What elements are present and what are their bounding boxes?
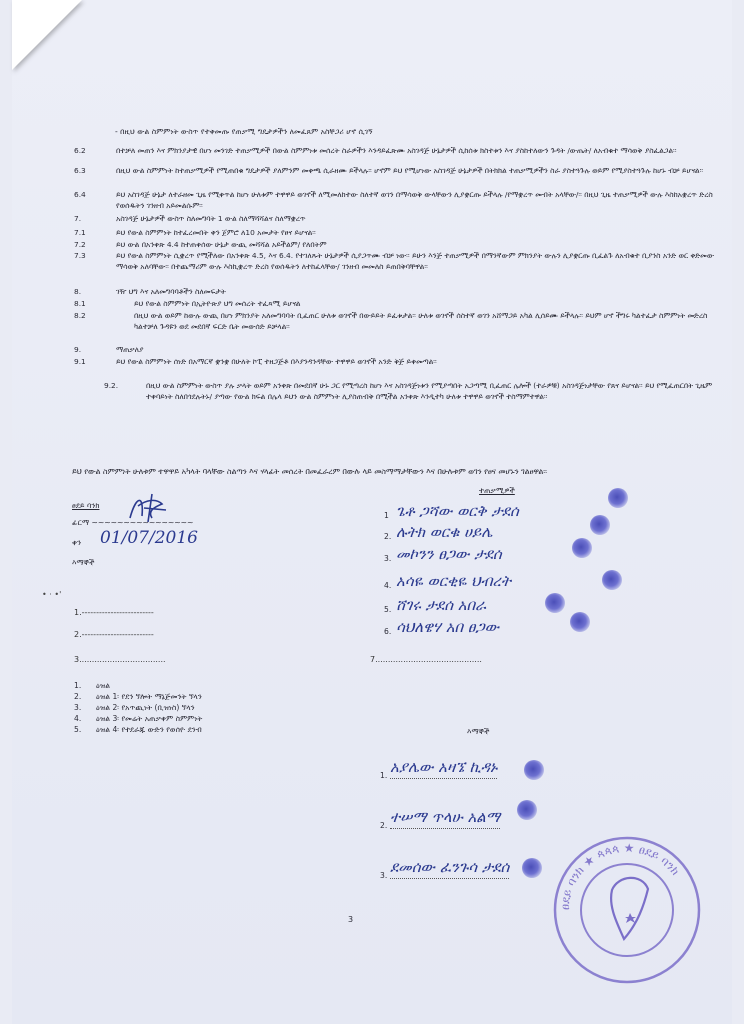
- lower-witness-number: 3.: [380, 871, 388, 880]
- lead-line: - በዚህ ውል ስምምነት ውስጥ የተቀመጡ የጠቃሚ ግዴታዎችን ለመፈጸም አስቸጋሪ ሆኖ ሲገኝ: [115, 127, 373, 136]
- beneficiary-number: 4.: [384, 581, 392, 590]
- attachment-text: ዕዝል 1፡ የደን ኘሎት ማኔጅመንት ኘላን: [96, 692, 202, 701]
- clause-text: ይህ የውል ስምምነት ሲቋረጥ የሚችለው በአንቀጽ 4.5, እና 6.4. የተገለጹት ሁኔታዎች ሲያጋጥሙ ብቻ ነው፡፡ ይሁን እንጅ ተጠቃሚዎች በማንኛውም ምክንያት ውሉን ሊያቋርጡ ቢፈልጉ ለአብቁተ ቢያንስ አንድ ወር ቀድመው ማሳወቅ አለባቸው፡፡ በተጨማሪም ውሉ እስኪቋረጥ ድረስ የወሰዱትን ለተከፈላቸው/ ገንዘብ መመለስ ይጠበቅባቸዋል፡፡: [116, 251, 714, 271]
- clause-text: በዚህ ውል ስምምነት ከተጠቃሚዎች የሚጠበቁ ግዴታዎች ያለምንም መቀጫ ሲራዘሙ ይችላሉ፡፡ ሆኖም ይህ የሚሆነው አስገዳጅ ሁኔታዎች በትክክል ተጠቃሚዎችን ስራ ያስተጓጉሉ ወይም የሚያስተጓጉሉ ከሆኑ ብቻ ይሆናል፡፡: [116, 166, 704, 175]
- signature-label: ፊርማ ~~~~~~~~~~~~~~~~: [72, 518, 194, 527]
- page-number: 3: [348, 915, 354, 924]
- clause-number: 7.3: [74, 251, 86, 260]
- thumbprint: [524, 760, 544, 780]
- thumbprint: [545, 593, 565, 613]
- attachment-text: ዕዝል 4፡ የተደራጁ ውድን የወሰዮ ደንብ: [96, 725, 202, 734]
- beneficiaries-title: ተጠቃሚዎች: [479, 486, 515, 495]
- attachment-item: [74, 680, 202, 691]
- clause-text: ይህ አስገዳጅ ሁኔታ ለተራዘመ ጊዜ የሚቀጥል ከሆነ ሁለቱም ተዋዋይ ወገኖች ለሚመለከተው ስለተኛ ወገን በማሳወቅ ውላቸውን ሊያቋርጡ ይችላሉ /የማቋረጥ መብት አላቸው/፡፡ በዚህ ጊዜ ተጠቃሚዎች ውሉ እስከአቋረጥ ድረስ የወሰዱትን ገንዘብ አይመልሱም፡፡: [116, 190, 713, 210]
- closing-statement: ይህ የውል ስምምነት ሁለቱም ተዋዋይ አካላት ባላቸው ስልጣን እና ሃላፊት መሰረት በመፈራረም በውሉ ላይ መስማማታቸውን እና በሁሉቱም ወገን የፀና መሆኑን ገልፀዋል፡፡: [72, 467, 547, 476]
- date-label: ቀን: [72, 538, 82, 547]
- beneficiary-signature: ጌቶ ጋሻው ወርቅ ታደሰ: [396, 502, 519, 520]
- attachment-item: [74, 702, 202, 713]
- beneficiary-signature: አሳዬ ወርቂዬ ህብረት: [396, 572, 512, 590]
- attachment-item: [74, 713, 202, 724]
- witnesses-label-right: እማኞች: [467, 727, 490, 736]
- attachments-list: [74, 680, 202, 735]
- clause-number: 7.: [74, 214, 82, 223]
- witness-line-3: 3..................................: [74, 655, 166, 664]
- thumbprint: [570, 612, 590, 632]
- clause-text: ይህ የውል ስምምነት ከተፈረመበት ቀን ጀምሮ ለ10 አመታት የፀና ይሆናል፡፡: [116, 228, 316, 237]
- clause-number: 8.2: [74, 311, 86, 320]
- attachment-number: 3.: [74, 703, 82, 712]
- clause-number: 9.2.: [104, 381, 119, 390]
- clause-text: በተቻለ መጠን እና ምክንያታዊ በሆነ መንገድ ተጠቃሚዎች በውል ስምምነቱ መሰረት ስራዎችን እንዳይፈጽሙ አስገዳጅ ሁኔታዎች ሲከሰቱ ክስተቱን እና ያስከተለውን ጉዳት /ውጤት/ ለአብቁተ ማሳወቅ ያስፈልጋል፡፡: [116, 146, 677, 155]
- document-page: [12, 0, 732, 1024]
- attachment-number: 4.: [74, 714, 82, 723]
- lower-witness-signature: አያሌው አዛኜ ኪዳኑ: [390, 758, 497, 779]
- beneficiary-signature: ሉትክ ወርቁ ሀይሌ: [396, 523, 493, 541]
- clause-number: 6.4: [74, 190, 86, 199]
- clause-number: 9.: [74, 345, 82, 354]
- clause-text: ይህ የውል ስምምነት በኢትዮጵያ ህግ መሰረት ተፈጻሚ ይሆናል: [134, 299, 301, 308]
- lower-witness-number: 2.: [380, 821, 388, 830]
- beneficiary-signature: መኮንን ፀጋው ታደሰ: [396, 545, 502, 563]
- clause-text: ይህ ውል በአንቀጽ 4.4 ከተጠቀሰው ሁኔታ ውጪ መሻሻል አይችልም/ የለበትም: [116, 240, 327, 249]
- clause-text: ማጠቃለያ: [116, 345, 144, 354]
- date-value: 01/07/2016: [100, 528, 198, 548]
- clause-number: 6.2: [74, 146, 86, 155]
- clause-number: 7.2: [74, 240, 86, 249]
- official-stamp: [552, 835, 702, 985]
- thumbprint: [590, 515, 610, 535]
- attachment-text: ዕዝል 2፡ የአጥጪነት (ቢዝነስ) ኘላን: [96, 703, 195, 712]
- beneficiary-number: 2.: [384, 532, 392, 541]
- thumbprint: [522, 858, 542, 878]
- beneficiary-signature: ሳህለዌሃ አበ ፀጋው: [396, 618, 500, 636]
- attachment-number: 5.: [74, 725, 82, 734]
- svg-text:ፀደይ ባንክ ★ ጳጳጳ ★ ፀደይ ባንክ: ፀደይ ባንክ ★ ጳጳጳ ★ ፀደይ ባንክ: [557, 840, 683, 911]
- lower-witness-signature: ደመሰው ፈንጉሳ ታደሰ: [390, 858, 509, 879]
- bank-signature: [122, 488, 172, 528]
- attachment-text: ዕዝል 3፡ የመሬት አጠቃቀም ስምምነት: [96, 714, 203, 723]
- attachment-number: 1.: [74, 681, 82, 690]
- witnesses-label-left: እማኞች: [72, 558, 95, 567]
- thumbprint: [572, 538, 592, 558]
- beneficiary-number: 3.: [384, 554, 392, 563]
- folded-corner: [12, 0, 82, 70]
- clause-text: አስገዳጅ ሁኔታዎች ውስጥ ስለመግባት 1 ውል ስለማሻሻልና ስለማቋረጥ: [116, 214, 306, 223]
- witness-line-1: 1.-------------------------: [74, 608, 154, 617]
- lower-witness-signature: ተሠማ ጥላሁ አልማ: [390, 808, 500, 829]
- clause-text: ይህ የውል ስምምነት ሰነድ በአማርኛ ቋንቋ በሁለት ኮፒ ተዘጋጅቶ በእያንዳንዳቸው ተዋዋይ ወገኖች አንድ ቅጅ ይቀመጣል፡፡: [116, 357, 437, 366]
- attachment-number: 2.: [74, 692, 82, 701]
- clause-number: 6.3: [74, 166, 86, 175]
- clause-text: በዚህ ውል ወይም ከውሉ ውጪ በሆነ ምክንያት አለመግባባት ቢፈጠር ሁለቱ ወገኖች በውይይት ይፈቱታል፡፡ ሁለቱ ወገኖች ሰስተኛ ወገን አሸማጋይ አካል ሊሰይሙ ይችላሉ፡፡ ይህም ሆኖ ችግሩ ካልተፈታ ስምምነት መድረስ ካልተቻለ ጉዳዩን ወደ መደበኛ ፍርድ ቤት መውሰድ ይቻላል፡፡: [134, 311, 708, 331]
- witness-line-2: 2.-------------------------: [74, 630, 154, 639]
- beneficiary-line-7: 7..........................................: [370, 655, 482, 664]
- thumbprint: [608, 488, 628, 508]
- attachment-text: ዕዝል: [96, 681, 111, 690]
- stray-mark: • · •': [42, 590, 62, 599]
- beneficiary-number: 1: [384, 511, 389, 520]
- beneficiary-signature: ሸገሩ ታደሰ አበራ: [396, 596, 486, 614]
- lower-witness-number: 1.: [380, 771, 388, 780]
- clause-number: 8.1: [74, 299, 86, 308]
- clause-text: በዚህ ውል ስምምነት ውስጥ ያሉ ቃላት ወይም አንቀጽ በመደበኛ ሁኑ ጋር የሚጣረስ ከሆነ እና አስገዳጅነቱን የሚያጣበት አጋጣሚ ቢፈጠር ሌሎች (ተራዎቹ) አስገዳጅነታቸው የጸና ይሆናል፡፡ ይህ የሚፈጠርበት ጊዜም ተቀባይነት ስለበጎደሉትኑ/ ያጣው የውል ክፍል በሌላ ይህን ውል ስምምነት ሊያስጠብቅ በሚችል አንቀጽ እንዲተካ ሁለቱ ተዋዋይ ወገኖች ተስማምተዋል፡፡: [146, 381, 713, 401]
- bank-title: ፀደይ ባንክ: [72, 501, 100, 510]
- clause-number: 7.1: [74, 228, 86, 237]
- clause-number: 8.: [74, 287, 82, 296]
- clause-number: 9.1: [74, 357, 86, 366]
- thumbprint: [517, 800, 537, 820]
- attachment-item: [74, 691, 202, 702]
- beneficiary-number: 6.: [384, 627, 392, 636]
- thumbprint: [602, 570, 622, 590]
- clause-text: ገዥ ህግ እና አለመግባባቶችን ስለመፍታት: [116, 287, 226, 296]
- beneficiary-number: 5.: [384, 605, 392, 614]
- attachment-item: [74, 724, 202, 735]
